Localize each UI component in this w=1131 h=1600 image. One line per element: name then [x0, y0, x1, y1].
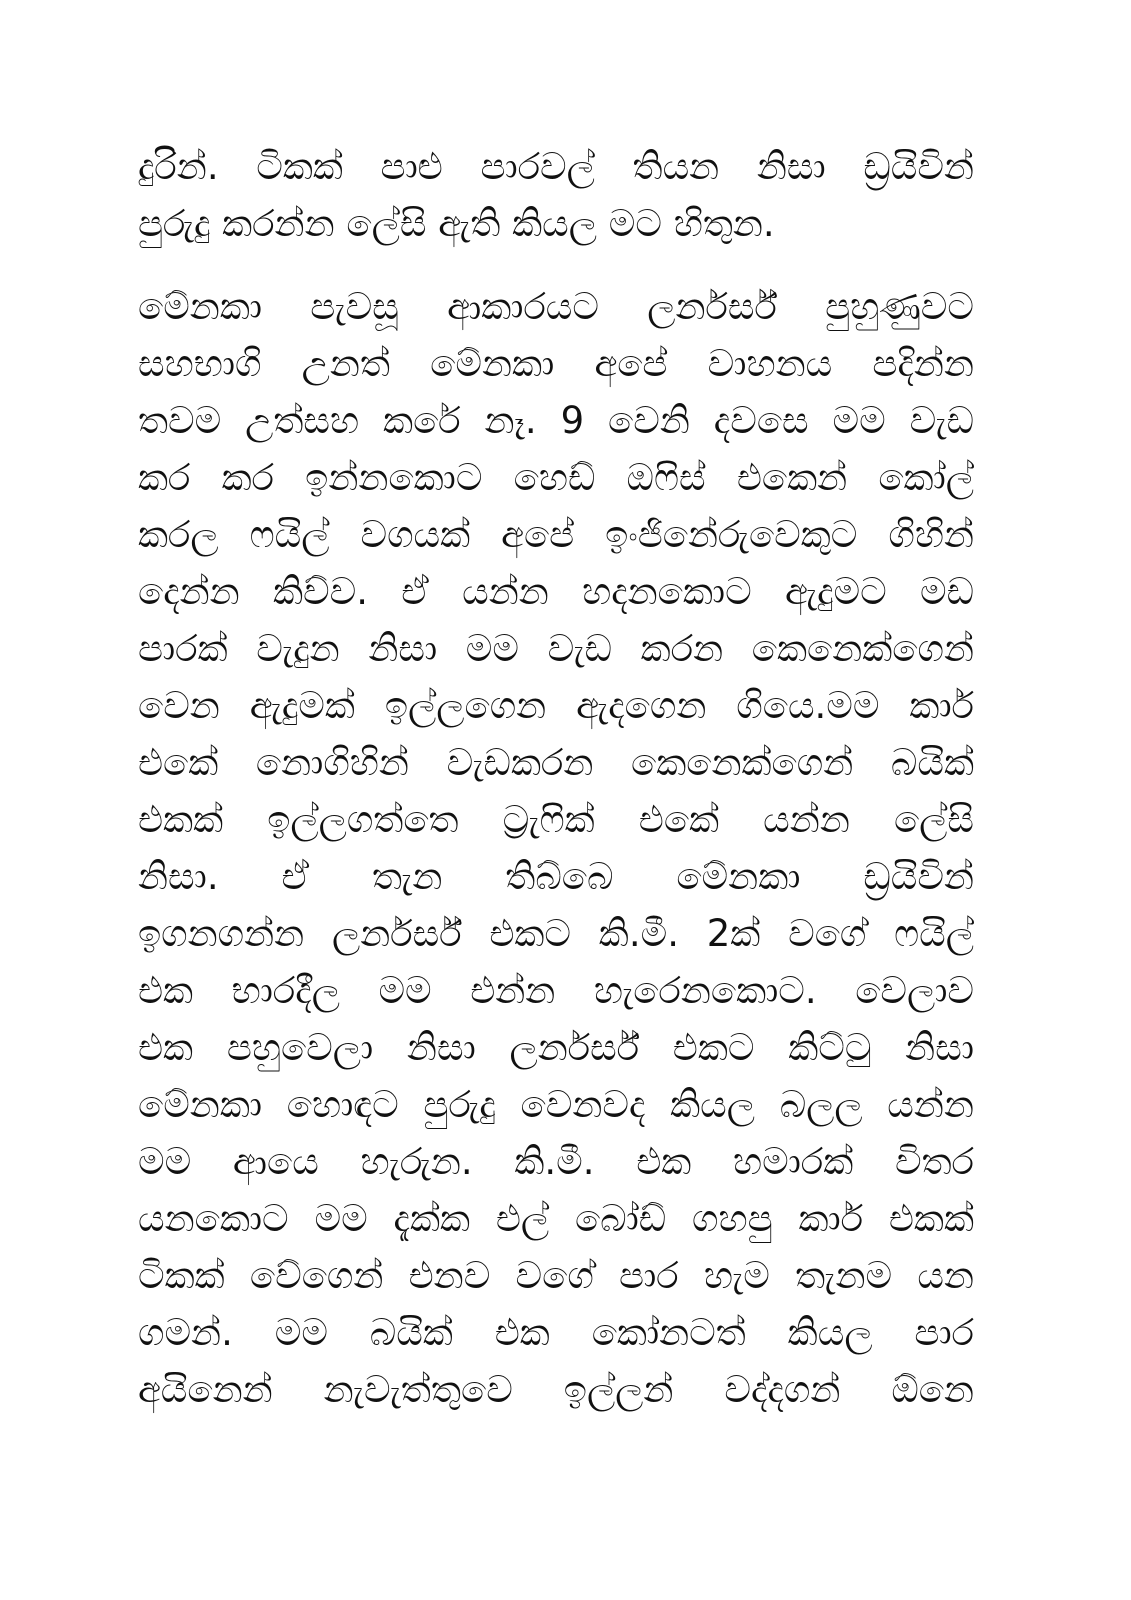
text-line: යනකොට මම දැක්ක එල් බෝඩ් ගහපු කාර් එකක්	[138, 1197, 974, 1240]
text-line: නිසා. ඒ තැන තිබ්බෙ මේනකා ඩ්‍රයිවින්	[138, 855, 974, 898]
paragraph-2	[138, 278, 974, 1418]
text-line: ටිකක් වේගෙන් එනව වගේ පාර හැම තැනම යන	[138, 1254, 974, 1297]
text-line: දුරින්. ටිකක් පාළු පාරවල් තියන නිසා ඩ්‍රයිවින්	[138, 145, 974, 188]
text-line: කර කර ඉන්නකොට හෙඩ් ඔෆිස් එකෙන් කෝල්	[138, 456, 974, 499]
text-line: පුරුදු කරන්න ලේසි ඇති කියල මට හිතුන.	[138, 202, 775, 245]
text-line: එකක් ඉල්ලගත්තෙ ට්‍රැෆික් එකේ යන්න ලේසි	[138, 798, 974, 841]
paragraph-1	[138, 138, 974, 252]
text-line: එකේ නොගිහින් වැඩකරන කෙනෙක්ගෙන් බයික්	[138, 741, 974, 784]
text-line: ගමන්. මම බයික් එක කෝනටත් කියල පාර	[138, 1311, 974, 1354]
text-line: ඉගනගන්න ලර්නර්ස් එකට කි.මී. 2ක් වගේ ෆයිල්	[138, 912, 974, 955]
text-line: මේනකා පැවසූ ආකාරයට ලර්නර්ස් පුහුණුවට	[138, 285, 974, 328]
text-line: මම ආයෙ හැරුන. කි.මී. එක හමාරක් විතර	[138, 1140, 974, 1183]
text-line: තවම උත්සහ කරේ නෑ. 9 වෙනි දවසෙ මම වැඩ	[138, 399, 974, 442]
text-line: වෙන ඇදුමක් ඉල්ලගෙන ඇදගෙන ගියෙ.මම කාර්	[138, 684, 974, 727]
text-line: අයිනෙන් නැවැත්තුවෙ ඉල්ලන් වද්දගන් ඕනෙ	[138, 1368, 974, 1411]
text-line: එක පහුවෙලා නිසා ලර්නර්ස් එකට කිට්ටු නිසා	[138, 1026, 974, 1069]
text-line: පාරක් වැදුන නිසා මම වැඩ කරන කෙනෙක්ගෙන්	[138, 627, 974, 670]
text-line: දෙන්න කිව්ව. ඒ යන්න හදනකොට ඇදුමට මඩ	[138, 570, 974, 613]
text-line: එක භාරදීල මම එන්න හැරෙනකොට. වෙලාව	[138, 969, 974, 1012]
text-line: කරල ෆයිල් වගයක් අපේ ඉංජිනේරුවෙකුට ගිහින්	[138, 513, 974, 556]
text-line: මේනකා හොඳට පුරුදු වෙනවද කියල බලල යන්න	[138, 1083, 974, 1126]
text-line: සහභාගි උනත් මේනකා අපේ වාහනය පදින්න	[138, 342, 974, 385]
